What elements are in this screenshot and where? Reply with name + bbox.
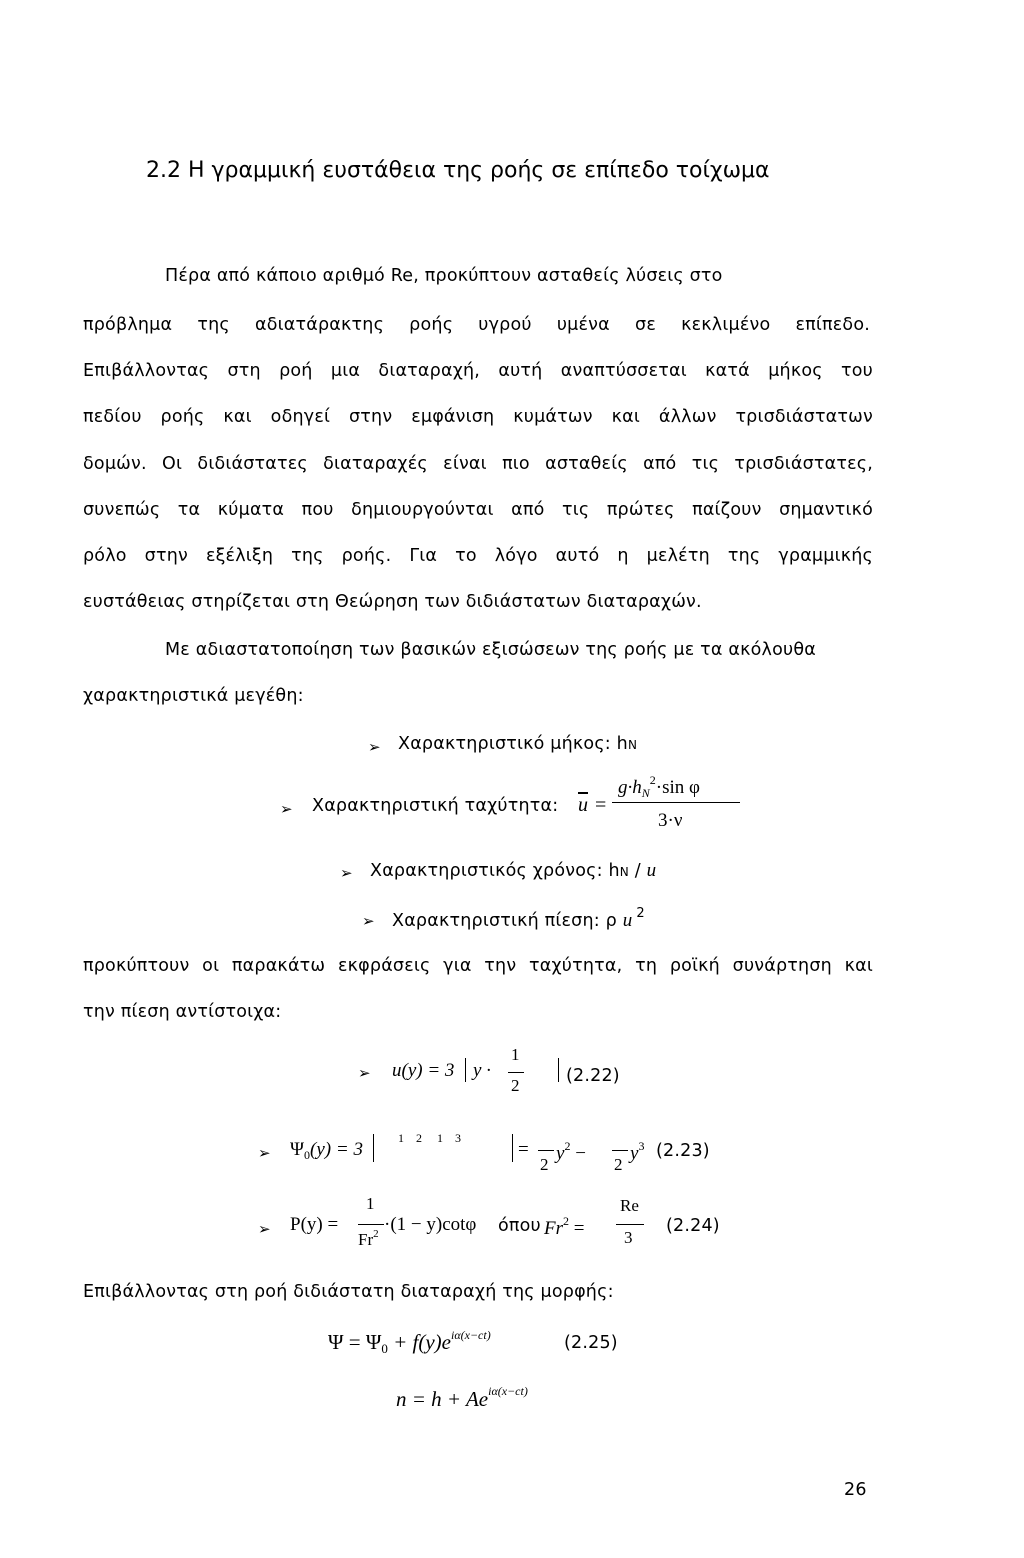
bullet-arrow-icon: ➢ bbox=[340, 864, 353, 882]
bullet-pressure bbox=[392, 906, 645, 932]
eq23-frac2-den: 2 bbox=[614, 1155, 623, 1174]
bullet-velocity-label: Χαρακτηριστική ταχύτητα: bbox=[312, 796, 559, 816]
time-tail: / bbox=[628, 861, 647, 881]
time-sub: N bbox=[619, 865, 629, 879]
eq24-where: όπου bbox=[498, 1216, 541, 1236]
para1-line-3: Επιβάλλοντας στη ροή μια διαταραχή, αυτή αναπτύσσεται κατά μήκος του bbox=[83, 361, 873, 381]
eq23-right-bracket bbox=[512, 1134, 513, 1162]
para1-line-2: πρόβλημα της αδιατάρακτης ροής υγρού υμένα σε κεκλιμένο επίπεδο. bbox=[83, 315, 870, 335]
bullet-arrow-icon: ➢ bbox=[358, 1064, 371, 1082]
bullet-arrow-icon: ➢ bbox=[258, 1144, 271, 1162]
eq22-right-bracket bbox=[558, 1058, 559, 1082]
eq22-inner: y · bbox=[473, 1060, 491, 1081]
bullet-arrow-icon: ➢ bbox=[368, 738, 381, 756]
page-number: 26 bbox=[844, 1480, 867, 1500]
eq23-frac1-den: 2 bbox=[540, 1155, 549, 1174]
eq24-r-num: Re bbox=[620, 1196, 639, 1215]
eq22-frac-num: 1 bbox=[511, 1045, 520, 1064]
eq23-inner: 1 2 1 3 bbox=[398, 1131, 461, 1145]
bullet-arrow-icon: ➢ bbox=[280, 800, 293, 818]
section-heading: 2.2 Η γραμμική ευστάθεια της ροής σε επίπεδο τοίχωμα bbox=[146, 158, 770, 183]
para1-line-6: συνεπώς τα κύματα που δημιουργούνται από τις πρώτες παίζουν σημαντικό bbox=[83, 500, 873, 520]
para2-line-2: χαρακτηριστικά μεγέθη: bbox=[83, 686, 304, 706]
eq23-y3: $y^3$ bbox=[630, 1139, 645, 1164]
eq25-tag: (2.25) bbox=[564, 1333, 618, 1353]
eq24-lhs: P(y) = bbox=[290, 1214, 339, 1235]
eq23-rhs-eq: = bbox=[518, 1139, 529, 1160]
para4: Επιβάλλοντας στη ροή διδιάστατη διαταραχή της μορφής: bbox=[83, 1282, 614, 1302]
eq22-fraction-bar bbox=[508, 1072, 524, 1073]
eq22-left-bracket bbox=[465, 1058, 466, 1082]
para1-line-8: ευστάθειας στηρίζεται στη Θεώρηση των διδιάστατων διαταραχών. bbox=[83, 592, 702, 612]
eq26: $n = h + Ae^{i\alpha(x-ct)}$ bbox=[396, 1384, 528, 1411]
eq24-mid: ·(1 − y)cotφ bbox=[384, 1214, 477, 1235]
bullet-arrow-icon: ➢ bbox=[258, 1220, 271, 1238]
eq25: $\Psi = \Psi 0 + f(y)e^{i\alpha(x-ct)}$ bbox=[328, 1328, 491, 1356]
length-sub: N bbox=[627, 738, 638, 752]
eq23-lhs: $\Psi_0(y) = 3$ bbox=[290, 1139, 363, 1162]
eq24-fraction-bar bbox=[358, 1224, 384, 1225]
eq23-frac1-bar bbox=[538, 1150, 554, 1151]
eq24-r-den: 3 bbox=[624, 1228, 633, 1247]
length-label: Χαρακτηριστικό μήκος: h bbox=[398, 734, 628, 754]
time-label: Χαρακτηριστικός χρόνος: h bbox=[370, 861, 620, 881]
eq24-frac-den: Fr$^2$ bbox=[358, 1228, 379, 1249]
pressure-u: u bbox=[622, 910, 633, 931]
pressure-sq: 2 bbox=[636, 906, 645, 921]
eq22-tag: (2.22) bbox=[566, 1066, 620, 1086]
velocity-numerator: $g\cdot h_N^2\cdot\sin$ φ bbox=[618, 773, 700, 800]
velocity-denominator: 3·ν bbox=[658, 810, 683, 831]
bullet-arrow-icon: ➢ bbox=[362, 912, 375, 930]
pressure-label: Χαρακτηριστική πίεση: ρ bbox=[392, 911, 617, 931]
para1-line-7: ρόλο στην εξέλιξη της ροής. Για το λόγο αυτό η μελέτη της γραμμικής bbox=[83, 546, 873, 566]
time-u: u bbox=[646, 860, 657, 881]
para1-line-4: πεδίου ροής και οδηγεί στην εμφάνιση κυμάτων και άλλων τρισδιάστατων bbox=[83, 407, 873, 427]
eq24-frac-num: 1 bbox=[366, 1194, 375, 1213]
velocity-ubar: $\overline{u}$ bbox=[578, 794, 588, 816]
eq22-lhs: u(y) = 3 bbox=[392, 1060, 455, 1081]
eq24-r-bar bbox=[616, 1224, 644, 1225]
eq23-frac2-bar bbox=[612, 1150, 628, 1151]
bullet-time bbox=[370, 860, 656, 882]
para3-line-2: την πίεση αντίστοιχα: bbox=[83, 1002, 282, 1022]
para2-line-1: Με αδιαστατοποίηση των βασικών εξισώσεων της ροής με τα ακόλουθα bbox=[165, 640, 816, 660]
eq24-tag: (2.24) bbox=[666, 1216, 720, 1236]
velocity-fraction-bar bbox=[612, 802, 740, 803]
eq24-fr: $Fr^2$ = bbox=[544, 1214, 585, 1239]
eq23-left-bracket bbox=[373, 1134, 374, 1162]
eq23-y2: $y^2$ − bbox=[556, 1139, 586, 1164]
eq22-frac-den: 2 bbox=[511, 1076, 520, 1095]
para1-line-5: δομών. Οι διδιάστατες διαταραχές είναι πιο ασταθείς από τις τρισδιάστατες, bbox=[83, 454, 873, 474]
eq23-tag: (2.23) bbox=[656, 1141, 710, 1161]
bullet-length bbox=[398, 734, 637, 754]
velocity-eq: = bbox=[595, 794, 607, 816]
para3-line-1: προκύπτουν οι παρακάτω εκφράσεις για την ταχύτητα, τη ροϊκή συνάρτηση και bbox=[83, 956, 873, 976]
para1-line-1: Πέρα από κάποιο αριθμό Re, προκύπτουν ασταθείς λύσεις στο bbox=[165, 266, 723, 286]
